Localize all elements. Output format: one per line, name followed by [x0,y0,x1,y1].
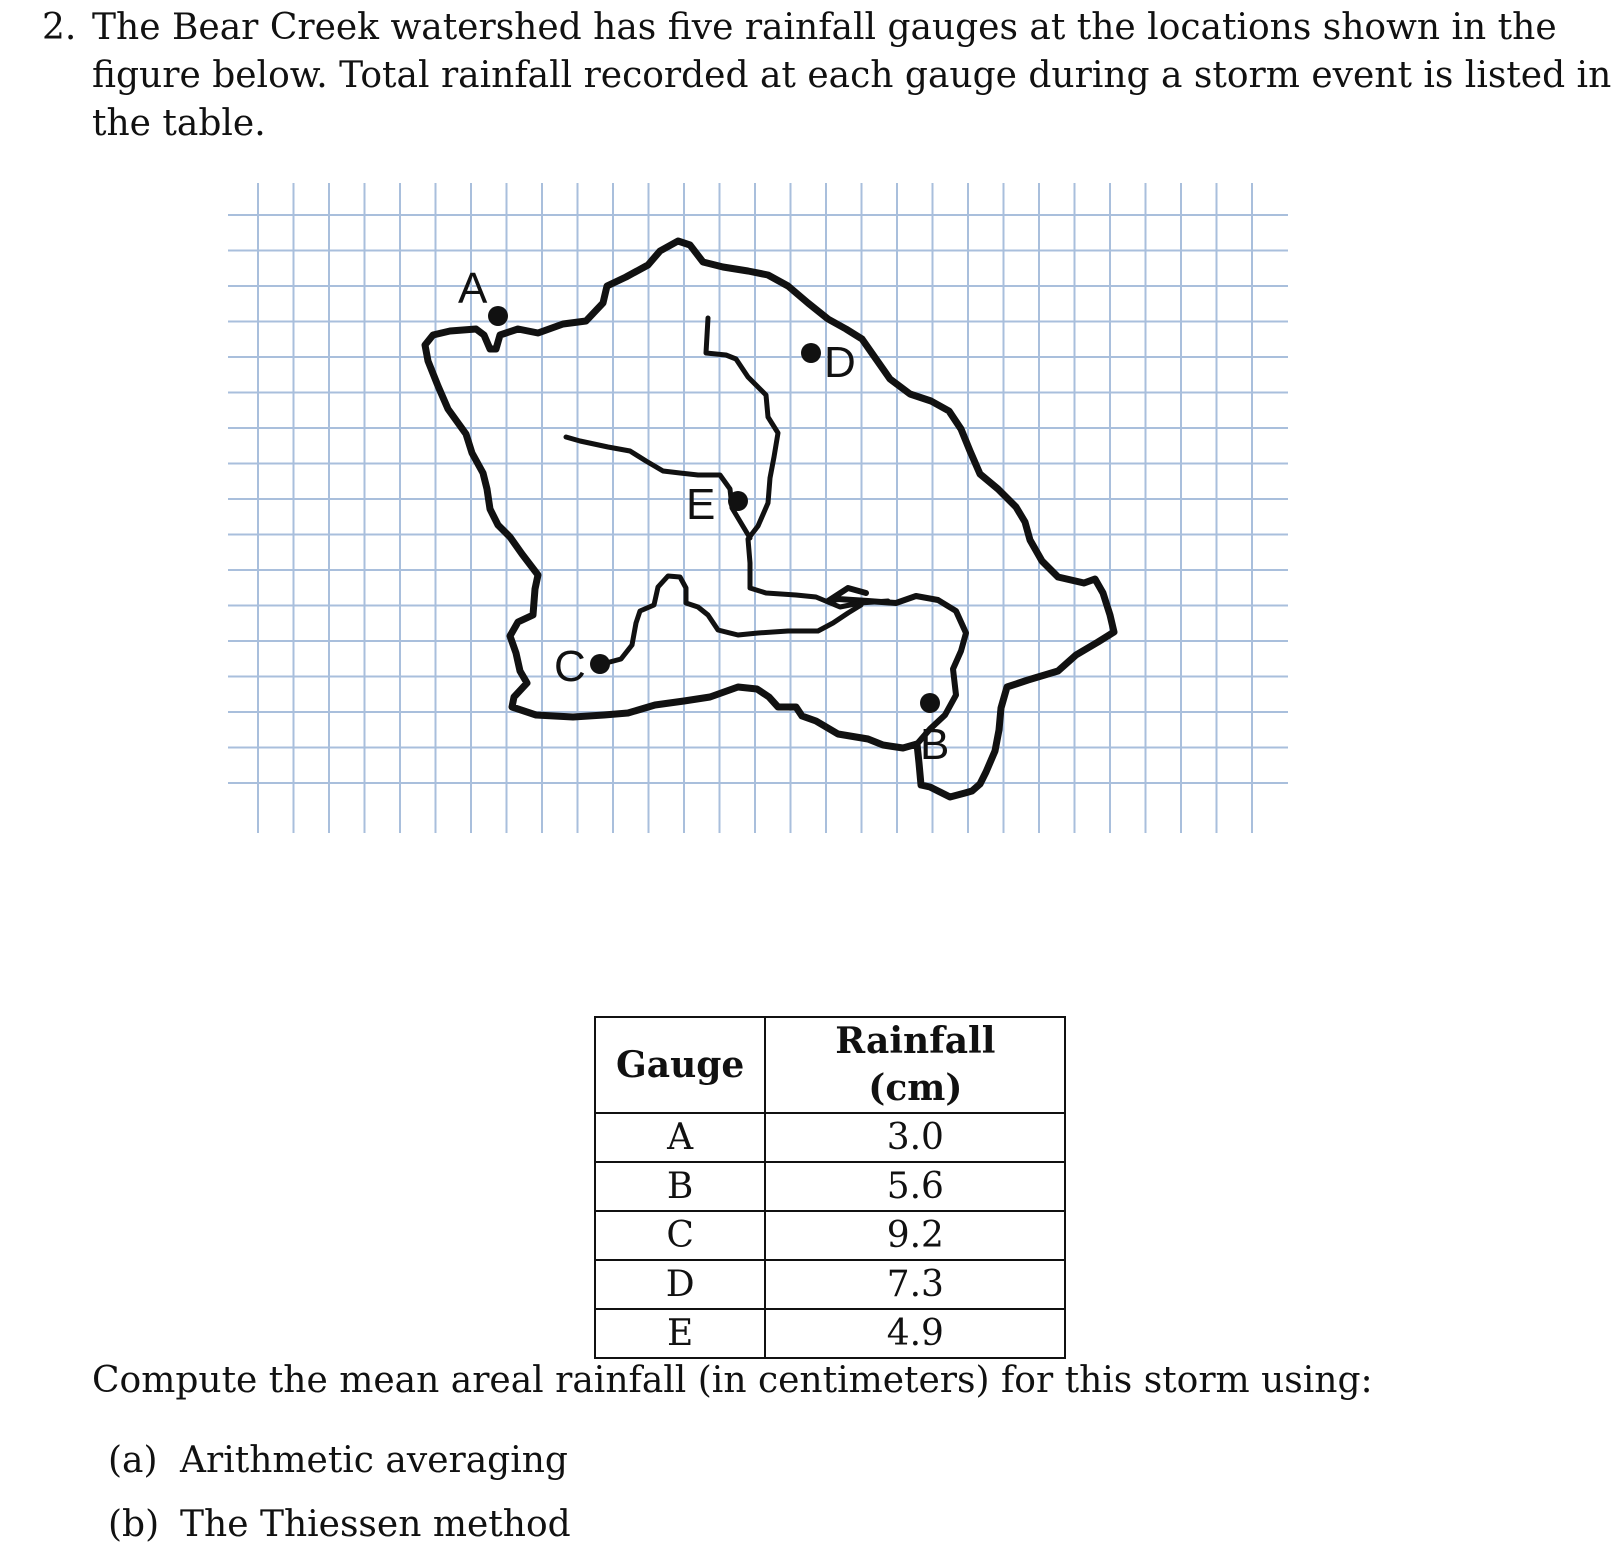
table-row [595,1113,1065,1162]
gauge-cell: B [595,1162,765,1211]
part-b [108,1501,571,1565]
problem-text: The Bear Creek watershed has five rainfall gauges at the locations shown in the figure below. Total rainfall recorded at each gauge during a storm event is listed in the table. [92,7,1612,144]
part-a-label: (a) [108,1440,158,1481]
header-rainfall: Rainfall (cm) [765,1017,1065,1113]
rainfall-cell: 5.6 [765,1162,1065,1211]
gauge-d-marker [801,343,821,363]
gauge-cell: E [595,1309,765,1358]
stream-west [566,437,750,538]
table-row [595,1309,1065,1358]
grid-lines [228,183,1288,833]
watershed-map [228,183,1328,863]
stream-south [606,576,861,663]
table-row [595,1260,1065,1309]
gauge-a-marker [488,306,508,326]
part-b-text: The Thiessen method [180,1504,571,1545]
watershed-boundary [425,241,1114,797]
header-gauge: Gauge [595,1017,765,1113]
table-row [595,1162,1065,1211]
gauge-b-marker [920,693,940,713]
problem-number: 2. [42,7,77,48]
gauge-e-marker [728,491,748,511]
rainfall-cell: 9.2 [765,1211,1065,1260]
gauge-c-marker [590,654,610,674]
part-a-text: Arithmetic averaging [180,1440,568,1481]
rainfall-cell: 7.3 [765,1260,1065,1309]
part-b-label: (b) [108,1504,160,1545]
table-row [595,1211,1065,1260]
table-header-row [595,1017,1065,1113]
gauge-cell: D [595,1260,765,1309]
part-a [108,1437,571,1501]
rainfall-table [594,1016,1066,1359]
gauge-a-label: A [458,264,488,313]
watershed-figure [228,183,1328,863]
gauge-e-label: E [686,480,716,529]
gauge-cell: A [595,1113,765,1162]
rainfall-cell: 3.0 [765,1113,1065,1162]
gauge-b-label: B [920,720,950,769]
question-parts [108,1437,571,1565]
gauge-d-label: D [824,338,856,387]
gauge-cell: C [595,1211,765,1260]
question-text: Compute the mean areal rainfall (in centimeters) for this storm using: [92,1360,1373,1401]
rainfall-cell: 4.9 [765,1309,1065,1358]
gauge-c-label: C [554,642,586,691]
